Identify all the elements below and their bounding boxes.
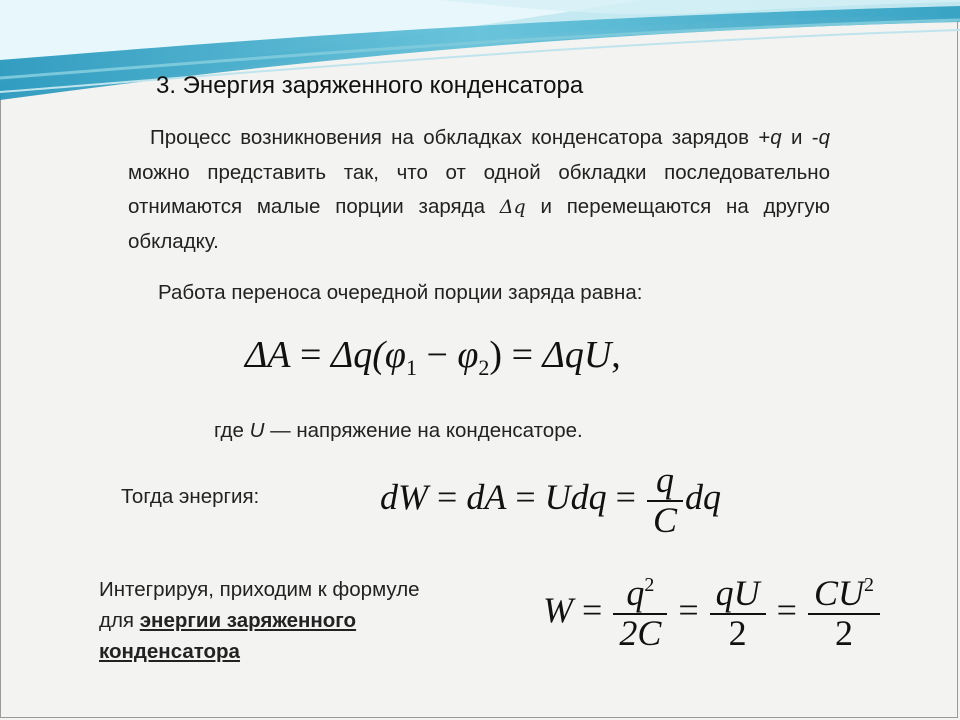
diff-eq1: = xyxy=(437,477,458,518)
energy-eq1: = xyxy=(582,590,603,631)
diff-mid1: dA xyxy=(466,477,507,518)
energy-lhs: W xyxy=(543,590,573,631)
diff-mid2: Udq xyxy=(544,477,607,518)
para-text-1: Процесс возникновения на обкладках конденсатора зарядов + xyxy=(150,126,771,149)
diff-frac-den: C xyxy=(647,500,683,540)
integrating-text xyxy=(99,574,420,667)
work-comma: , xyxy=(611,334,621,376)
energy-fraction-1 xyxy=(613,575,667,653)
para-text-3: можно представить так, что от одной обкладки последовательно отнимаются малые порции заряда xyxy=(128,160,830,218)
para-text-4: и перемещаются на другую обкладку. xyxy=(128,195,830,253)
diff-fraction xyxy=(647,462,683,540)
then-energy-label: Тогда энергия: xyxy=(121,485,260,508)
energy-f1-sup: 2 xyxy=(644,574,655,596)
energy-f1-den: 2C xyxy=(613,613,667,653)
work-part1: Δq( xyxy=(330,334,385,376)
energy-f2-den: 2 xyxy=(710,613,766,653)
work-lhs: ΔA xyxy=(245,334,291,376)
diff-frac-num: q xyxy=(655,460,674,500)
diff-tail: dq xyxy=(684,477,721,518)
energy-fraction-2 xyxy=(710,575,766,653)
where-line xyxy=(214,419,583,443)
work-sub1: 1 xyxy=(405,355,417,380)
work-eq2: = xyxy=(511,334,534,376)
diff-eq3: = xyxy=(615,477,636,518)
para-text-2: и - xyxy=(781,126,819,149)
energy-term-part1: энергии заряженного xyxy=(139,609,357,632)
where-suffix: — напряжение на конденсаторе. xyxy=(264,419,583,442)
work-sub2: 2 xyxy=(478,355,490,380)
integrating-line1: Интегрируя, приходим к формуле xyxy=(99,578,420,601)
work-phi2: φ xyxy=(457,334,479,376)
integrating-line2-prefix: для xyxy=(99,609,140,632)
where-var-u: U xyxy=(249,419,265,442)
energy-f3-sup: 2 xyxy=(863,574,874,596)
para-var-dq: Δq xyxy=(499,196,526,218)
energy-f3-num: CU xyxy=(813,573,864,613)
energy-term-part2: конденсатора xyxy=(99,640,240,663)
para-var-q1: q xyxy=(770,126,782,149)
diff-lhs: dW xyxy=(380,477,428,518)
slide-title: 3. Энергия заряженного конденсатора xyxy=(156,72,584,99)
work-rhs: ΔqU xyxy=(542,334,612,376)
energy-eq2: = xyxy=(678,590,699,631)
work-close: ) xyxy=(489,334,503,376)
differential-formula xyxy=(380,462,721,540)
para-var-q2: q xyxy=(818,126,830,149)
energy-f3-den: 2 xyxy=(808,613,880,653)
energy-eq3: = xyxy=(776,590,797,631)
work-phi1: φ xyxy=(384,334,406,376)
diff-eq2: = xyxy=(515,477,536,518)
work-line: Работа переноса очередной порции заряда равна: xyxy=(158,281,643,304)
energy-f2-num: qU xyxy=(715,573,760,613)
work-minus: − xyxy=(426,334,448,376)
energy-fraction-3 xyxy=(808,575,880,653)
work-eq: = xyxy=(300,334,322,376)
work-formula xyxy=(245,333,621,381)
where-prefix: где xyxy=(214,419,250,442)
intro-paragraph xyxy=(128,121,830,259)
energy-f1-num: q xyxy=(626,573,645,613)
energy-formula xyxy=(543,575,882,653)
